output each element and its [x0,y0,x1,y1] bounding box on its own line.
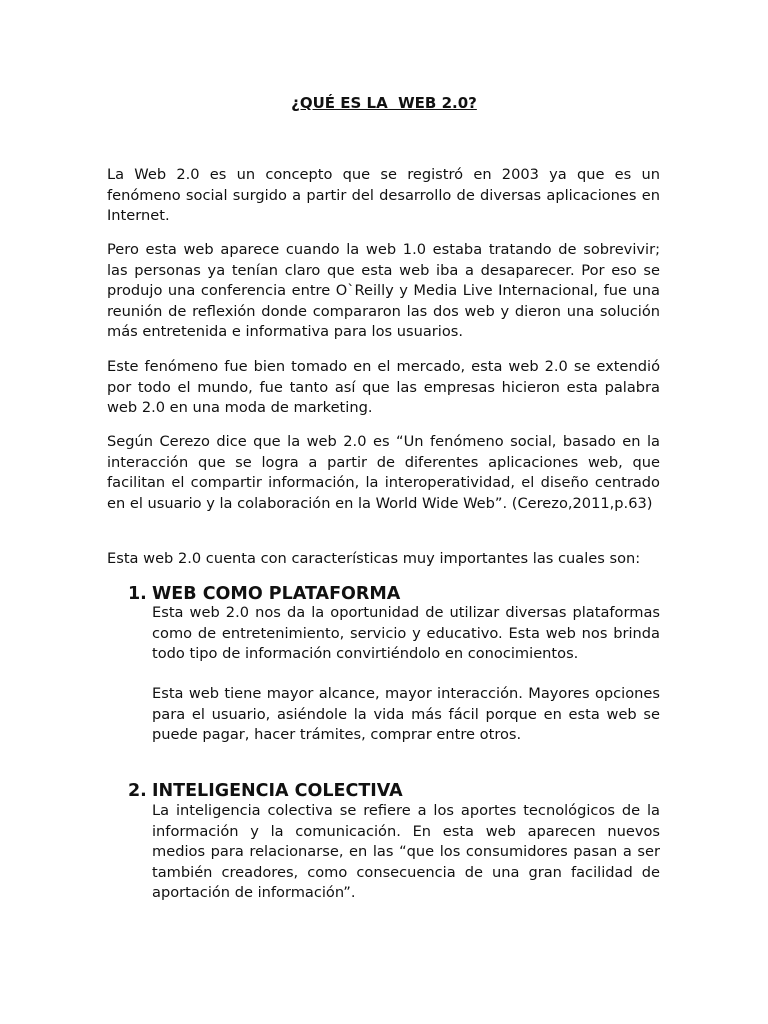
document-title: ¿QUÉ ES LA WEB 2.0? [291,94,477,112]
paragraph-characteristics-intro: Esta web 2.0 cuenta con características muy importantes las cuales son: [107,550,641,567]
list-item-number: 1. [128,584,147,604]
paragraph-intro: La Web 2.0 es un concepto que se registró en 2003 ya que es un fenómeno social surgido a partir del desarrollo de diversas aplicaciones en Internet. [107,166,660,225]
paragraph-origin: Pero esta web aparece cuando la web 1.0 estaba tratando de sobrevivir; las personas ya tenían claro que esta web iba a desaparecer. Por eso se produjo una conferencia entre O`Reilly y Media Live Internacional, fue una reunión de reflexión donde compararon las dos web y dieron una solución más entretenida e informativa para los usuarios. [107,241,660,341]
paragraph-market: Este fenómeno fue bien tomado en el mercado, esta web 2.0 se extendió por todo el mundo, fue tanto así que las empresas hicieron esta palabra web 2.0 en una moda de marketing. [107,358,660,417]
list-item-body: Esta web 2.0 nos da la oportunidad de utilizar diversas plataformas como de entretenimiento, servicio y educativo. Esta web nos brinda todo tipo de información convirtiéndolo en conocimientos. [152,604,660,663]
list-item-title: INTELIGENCIA COLECTIVA [152,781,403,801]
paragraph-cerezo-quote: Según Cerezo dice que la web 2.0 es “Un fenómeno social, basado en la interacción que se logra a partir de diferentes aplicaciones web, que facilitan el compartir información, la interoperatividad, el diseño centrado en el usuario y la colaboración en la World Wide Web”. (Cerezo,2011,p.63) [107,433,660,512]
list-item-heading [128,583,400,605]
list-item-title: WEB COMO PLATAFORMA [152,584,401,604]
list-item-number: 2. [128,781,147,801]
list-item-heading [128,780,403,802]
list-item-body: La inteligencia colectiva se refiere a los aportes tecnológicos de la información y la comunicación. En esta web aparecen nuevos medios para relacionarse, en las “que los consumidores pasan a ser también creadores, como consecuencia de una gran facilidad de aportación de información”. [152,802,660,902]
list-item-body: Esta web tiene mayor alcance, mayor interacción. Mayores opciones para el usuario, asiéndole la vida más fácil porque en esta web se puede pagar, hacer trámites, comprar entre otros. [152,685,660,744]
